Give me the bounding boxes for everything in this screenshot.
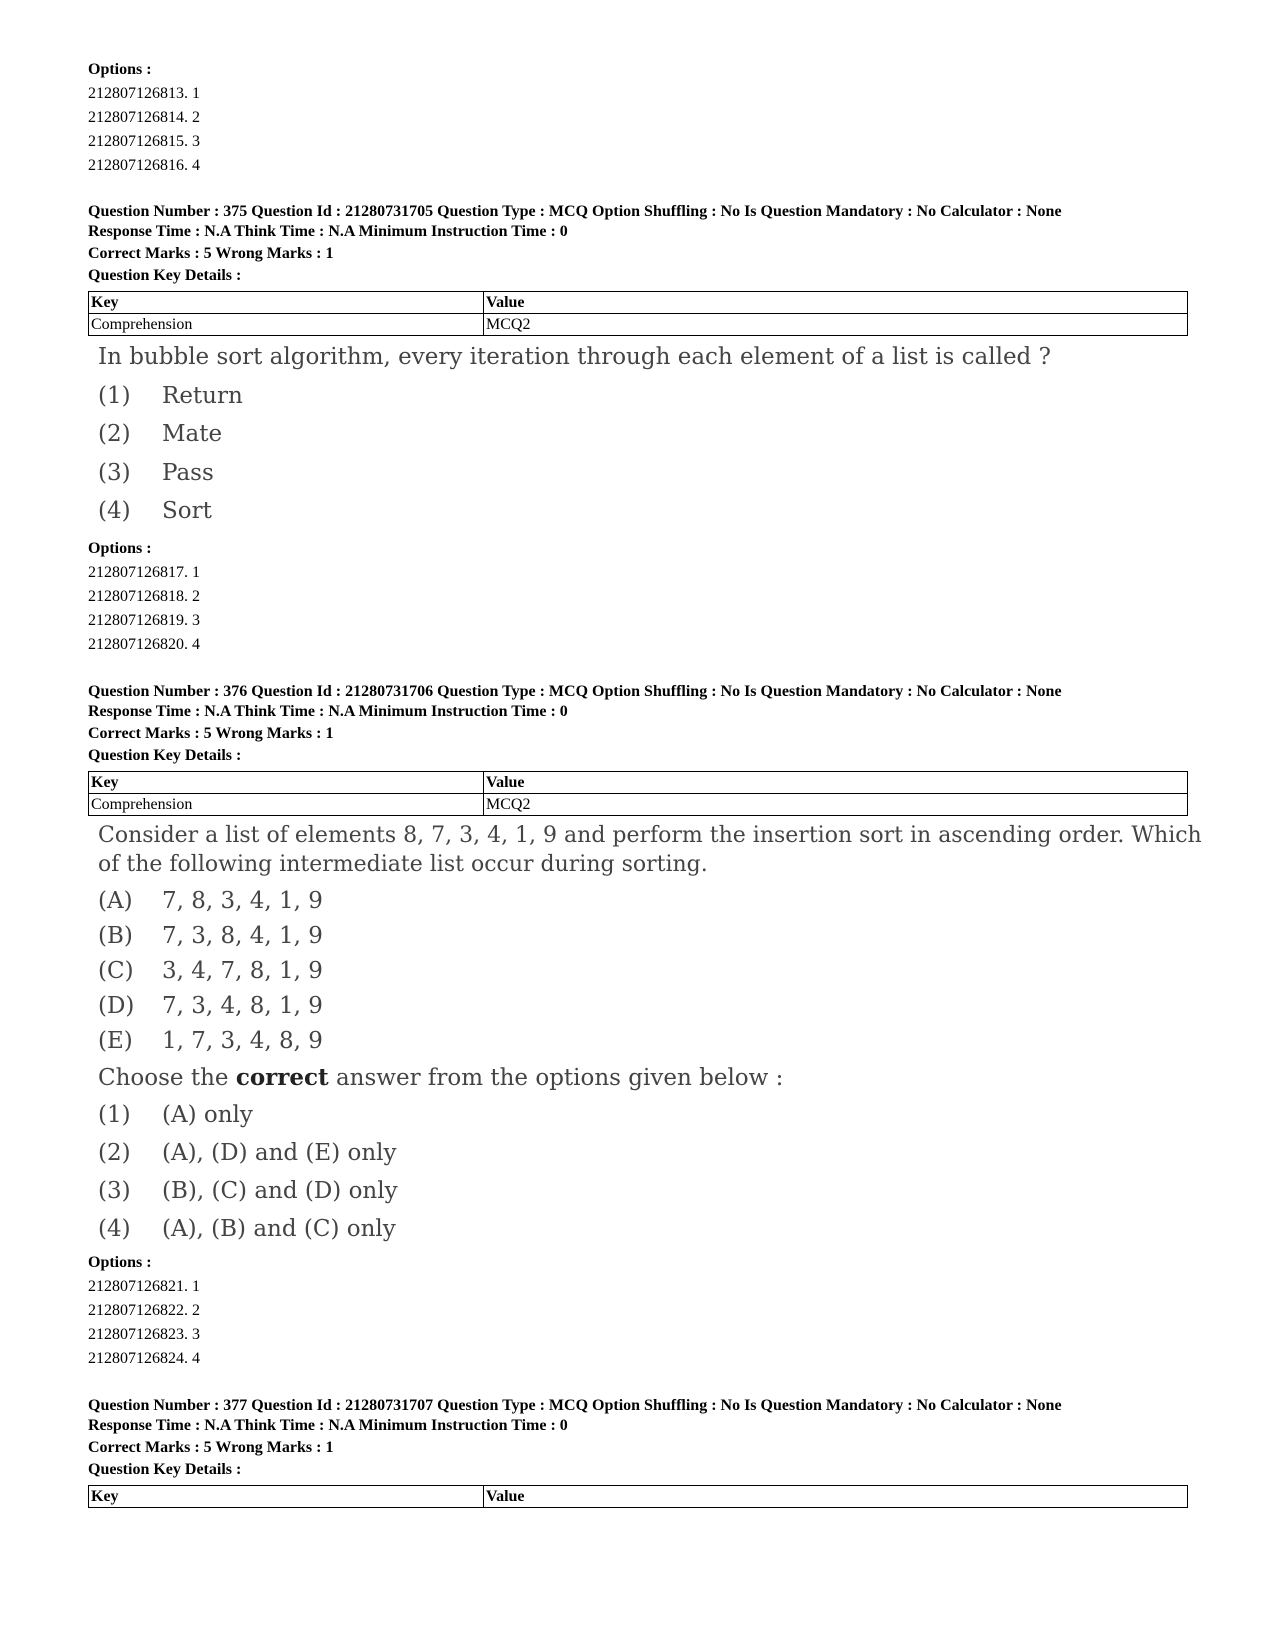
choice-number: (4): [98, 1216, 131, 1242]
statement-label: (E): [98, 1028, 133, 1054]
key-header: Key: [89, 1486, 484, 1508]
options-label: Options :: [88, 1254, 152, 1271]
option-item: 212807126816. 4: [88, 157, 200, 174]
value-header: Value: [484, 1486, 1188, 1508]
choose-suffix: answer from the options given below :: [328, 1065, 784, 1091]
key-header: Key: [89, 772, 484, 794]
question-text-line-1: Consider a list of elements 8, 7, 3, 4, 1, 9 and perform the insertion sort in ascending order. Which: [98, 823, 1202, 848]
statement-item: [98, 958, 323, 984]
question-key-details-label: Question Key Details :: [88, 1461, 242, 1478]
statement-item: [98, 923, 323, 949]
choose-prefix: Choose the: [98, 1065, 236, 1091]
option-item: 212807126813. 1: [88, 85, 200, 102]
choice-number: (3): [98, 460, 131, 486]
choose-bold: correct: [235, 1064, 329, 1091]
answer-choice: [98, 460, 214, 486]
question-text-line-2: of the following intermediate list occur during sorting.: [98, 852, 708, 877]
choice-number: (2): [98, 1140, 131, 1166]
options-label: Options :: [88, 61, 152, 78]
option-item: 212807126823. 3: [88, 1326, 200, 1343]
choice-number: (2): [98, 421, 131, 447]
value-cell: MCQ2: [484, 794, 1188, 816]
option-item: 212807126818. 2: [88, 588, 200, 605]
choice-number: (1): [98, 383, 131, 409]
choice-text: (B), (C) and (D) only: [162, 1178, 398, 1204]
statement-text: 3, 4, 7, 8, 1, 9: [162, 958, 323, 984]
options-label: Options :: [88, 540, 152, 557]
key-cell: Comprehension: [89, 794, 484, 816]
option-item: 212807126824. 4: [88, 1350, 200, 1367]
statement-text: 7, 8, 3, 4, 1, 9: [162, 888, 323, 914]
question-text: In bubble sort algorithm, every iteration through each element of a list is called ?: [98, 344, 1051, 370]
choice-text: (A), (D) and (E) only: [162, 1140, 397, 1166]
question-timing: Response Time : N.A Think Time : N.A Minimum Instruction Time : 0: [88, 703, 568, 720]
key-cell: Comprehension: [89, 314, 484, 336]
question-377-header: [88, 1396, 1198, 1480]
choose-instruction: [98, 1064, 783, 1091]
question-375-header: [88, 202, 1198, 286]
option-item: 212807126819. 3: [88, 612, 200, 629]
key-header: Key: [89, 292, 484, 314]
question-meta: Question Number : 377 Question Id : 21280731707 Question Type : MCQ Option Shuffling : No Is Question Mandatory : No Calculator : None: [88, 1397, 1062, 1414]
question-key-details-label: Question Key Details :: [88, 747, 242, 764]
answer-choice: [98, 1140, 397, 1166]
statement-label: (A): [98, 888, 133, 914]
statement-label: (B): [98, 923, 133, 949]
value-header: Value: [484, 772, 1188, 794]
question-timing: Response Time : N.A Think Time : N.A Minimum Instruction Time : 0: [88, 223, 568, 240]
option-item: 212807126815. 3: [88, 133, 200, 150]
choice-text: Sort: [162, 498, 212, 524]
choice-text: (A), (B) and (C) only: [162, 1216, 396, 1242]
choice-text: Return: [162, 383, 243, 409]
statement-label: (D): [98, 993, 135, 1019]
option-item: 212807126820. 4: [88, 636, 200, 653]
question-key-table: [88, 291, 1188, 336]
statement-item: [98, 993, 323, 1019]
choice-text: Mate: [162, 421, 223, 447]
question-375-options: [88, 537, 1198, 657]
choice-number: (1): [98, 1102, 131, 1128]
top-options-block: [88, 58, 1198, 178]
question-key-table: [88, 771, 1188, 816]
question-marks: Correct Marks : 5 Wrong Marks : 1: [88, 245, 334, 262]
choice-text: Pass: [162, 460, 214, 486]
answer-choice: [98, 383, 243, 409]
question-key-details-label: Question Key Details :: [88, 267, 242, 284]
statement-item: [98, 888, 323, 914]
statement-text: 7, 3, 4, 8, 1, 9: [162, 993, 323, 1019]
choice-text: (A) only: [162, 1102, 253, 1128]
value-cell: MCQ2: [484, 314, 1188, 336]
choice-number: (3): [98, 1178, 131, 1204]
answer-choice: [98, 421, 222, 447]
question-meta: Question Number : 376 Question Id : 21280731706 Question Type : MCQ Option Shuffling : No Is Question Mandatory : No Calculator : None: [88, 683, 1062, 700]
statement-label: (C): [98, 958, 134, 984]
statement-text: 1, 7, 3, 4, 8, 9: [162, 1028, 323, 1054]
option-item: 212807126822. 2: [88, 1302, 200, 1319]
question-key-table: [88, 1485, 1188, 1508]
answer-choice: [98, 1102, 253, 1128]
question-meta: Question Number : 375 Question Id : 21280731705 Question Type : MCQ Option Shuffling : No Is Question Mandatory : No Calculator : None: [88, 203, 1062, 220]
option-item: 212807126817. 1: [88, 564, 200, 581]
statement-text: 7, 3, 8, 4, 1, 9: [162, 923, 323, 949]
answer-choice: [98, 1178, 398, 1204]
answer-choice: [98, 1216, 396, 1242]
option-item: 212807126814. 2: [88, 109, 200, 126]
answer-choice: [98, 498, 212, 524]
question-timing: Response Time : N.A Think Time : N.A Minimum Instruction Time : 0: [88, 1417, 568, 1434]
option-item: 212807126821. 1: [88, 1278, 200, 1295]
statement-item: [98, 1028, 323, 1054]
question-marks: Correct Marks : 5 Wrong Marks : 1: [88, 1439, 334, 1456]
value-header: Value: [484, 292, 1188, 314]
question-marks: Correct Marks : 5 Wrong Marks : 1: [88, 725, 334, 742]
question-376-header: [88, 682, 1198, 766]
choice-number: (4): [98, 498, 131, 524]
question-376-options: [88, 1251, 1198, 1371]
